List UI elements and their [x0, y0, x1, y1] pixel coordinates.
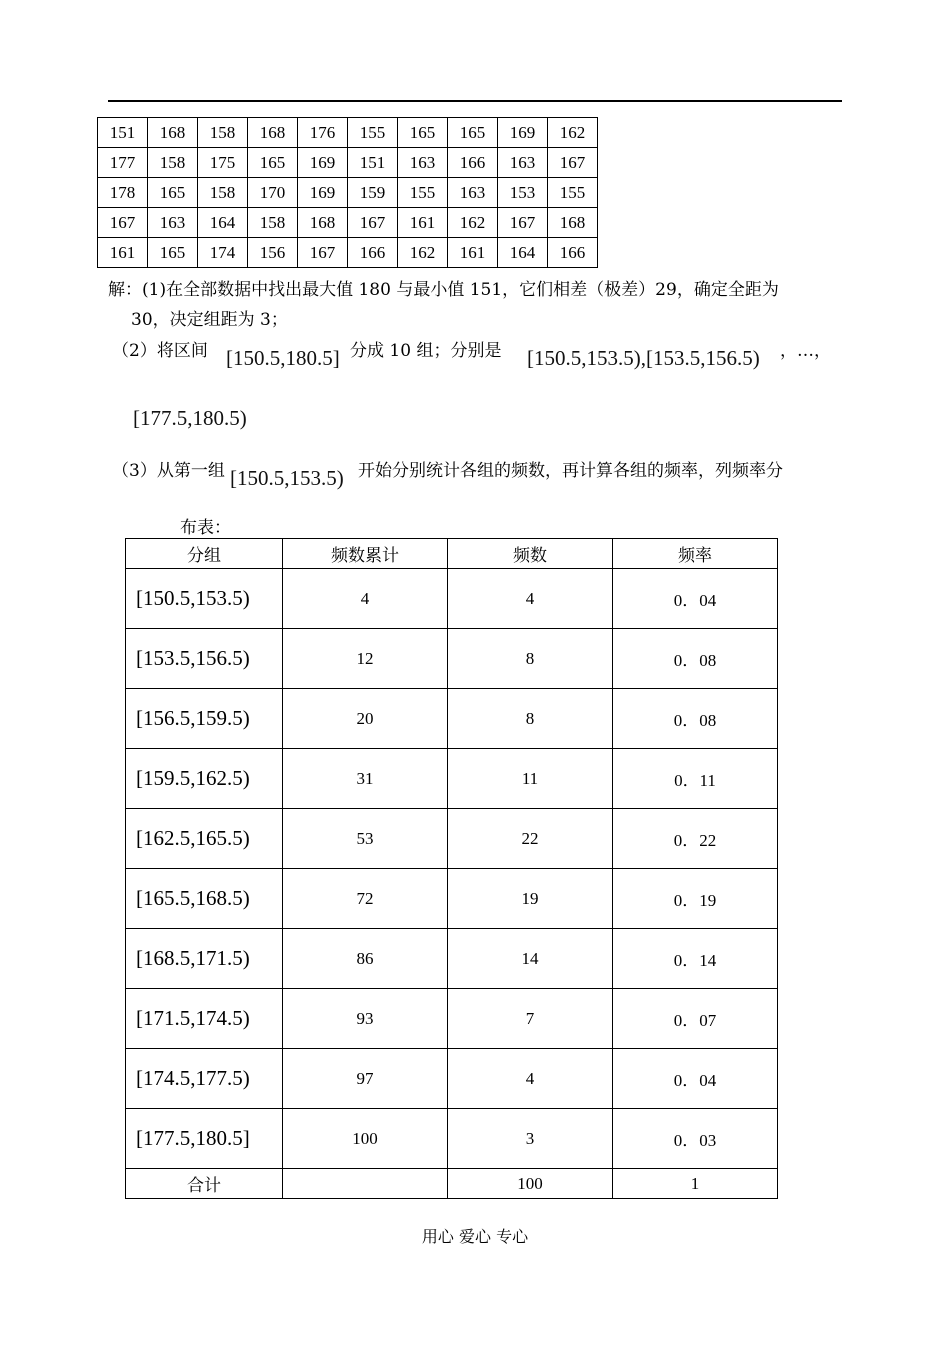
table-cell: 155	[398, 178, 448, 208]
table-row	[98, 238, 598, 268]
table-cell: 163	[148, 208, 198, 238]
cumulative-cell: 12	[283, 629, 448, 689]
table-cell: 166	[348, 238, 398, 268]
table-row	[126, 869, 778, 929]
table-row	[126, 929, 778, 989]
table-cell: 165	[448, 118, 498, 148]
table-cell: 165	[248, 148, 298, 178]
table-header-row	[126, 539, 778, 569]
frequency-cell: 11	[448, 749, 613, 809]
header-rate: 频率	[613, 539, 778, 569]
total-rate: 1	[613, 1169, 778, 1199]
table-row	[98, 148, 598, 178]
group-cell: [162.5,165.5)	[126, 809, 283, 869]
table-cell: 159	[348, 178, 398, 208]
table-cell: 155	[548, 178, 598, 208]
table-cell: 176	[298, 118, 348, 148]
table-cell: 167	[298, 238, 348, 268]
cumulative-cell: 53	[283, 809, 448, 869]
rate-cell: 0．22	[613, 809, 778, 869]
rate-cell: 0．08	[613, 629, 778, 689]
table-row	[126, 989, 778, 1049]
solution-step2-tail: ，…，	[780, 341, 831, 361]
rate-cell: 0．08	[613, 689, 778, 749]
rate-cell: 0．11	[613, 749, 778, 809]
step2-last-interval-math: [177.5,180.5)	[133, 406, 247, 430]
table-cell: 162	[448, 208, 498, 238]
table-cell: 165	[398, 118, 448, 148]
table-total-row	[126, 1169, 778, 1199]
rate-cell: 0．04	[613, 569, 778, 629]
table-cell: 153	[498, 178, 548, 208]
frequency-cell: 3	[448, 1109, 613, 1169]
table-cell: 165	[148, 238, 198, 268]
table-row	[126, 629, 778, 689]
table-cell: 178	[98, 178, 148, 208]
cumulative-cell: 4	[283, 569, 448, 629]
table-cell: 169	[298, 178, 348, 208]
table-cell: 167	[98, 208, 148, 238]
table-cell: 169	[298, 148, 348, 178]
table-cell: 170	[248, 178, 298, 208]
rate-cell: 0．19	[613, 869, 778, 929]
table-cell: 177	[98, 148, 148, 178]
solution-step3-prefix: （3）从第一组	[112, 461, 225, 481]
table-cell: 166	[448, 148, 498, 178]
step2-intervals-math: [150.5,153.5),[153.5,156.5)	[527, 346, 760, 370]
table-cell: 168	[548, 208, 598, 238]
table-row	[126, 689, 778, 749]
solution-step3-rest: 开始分别统计各组的频数，再计算各组的频率，列频率分	[358, 461, 783, 481]
group-cell: [174.5,177.5)	[126, 1049, 283, 1109]
table-cell: 163	[498, 148, 548, 178]
header-rule	[108, 100, 842, 102]
rate-cell: 0．04	[613, 1049, 778, 1109]
group-cell: [168.5,171.5)	[126, 929, 283, 989]
frequency-cell: 14	[448, 929, 613, 989]
group-cell: [165.5,168.5)	[126, 869, 283, 929]
cumulative-cell: 20	[283, 689, 448, 749]
cumulative-cell: 93	[283, 989, 448, 1049]
frequency-cell: 8	[448, 629, 613, 689]
table-cell: 158	[148, 148, 198, 178]
table-cell: 158	[198, 178, 248, 208]
frequency-cell: 4	[448, 1049, 613, 1109]
table-row	[98, 118, 598, 148]
table-cell: 162	[398, 238, 448, 268]
cumulative-cell: 86	[283, 929, 448, 989]
group-cell: [153.5,156.5)	[126, 629, 283, 689]
table-cell: 169	[498, 118, 548, 148]
table-cell: 156	[248, 238, 298, 268]
total-label: 合计	[126, 1169, 283, 1199]
table-cell: 167	[348, 208, 398, 238]
table-cell: 168	[248, 118, 298, 148]
table-cell: 175	[198, 148, 248, 178]
solution-step2-prefix: （2）将区间	[112, 341, 208, 361]
group-cell: [171.5,174.5)	[126, 989, 283, 1049]
table-row	[126, 809, 778, 869]
header-group: 分组	[126, 539, 283, 569]
table-cell: 168	[298, 208, 348, 238]
table-row	[98, 208, 598, 238]
table-cell: 161	[398, 208, 448, 238]
table-cell: 151	[98, 118, 148, 148]
raw-data-table	[97, 117, 598, 268]
table-cell: 164	[198, 208, 248, 238]
group-cell: [177.5,180.5]	[126, 1109, 283, 1169]
table-cell: 162	[548, 118, 598, 148]
table-cell: 168	[148, 118, 198, 148]
frequency-cell: 8	[448, 689, 613, 749]
step2-interval-math: [150.5,180.5]	[226, 346, 340, 370]
frequency-cell: 22	[448, 809, 613, 869]
cumulative-cell: 100	[283, 1109, 448, 1169]
table-row	[126, 1109, 778, 1169]
table-cell: 167	[498, 208, 548, 238]
table-cell: 167	[548, 148, 598, 178]
table-row	[126, 569, 778, 629]
table-cell: 151	[348, 148, 398, 178]
table-cell: 155	[348, 118, 398, 148]
table-row	[98, 178, 598, 208]
cumulative-cell: 97	[283, 1049, 448, 1109]
table-row	[126, 749, 778, 809]
table-cell: 158	[198, 118, 248, 148]
table-cell: 163	[398, 148, 448, 178]
table-cell: 161	[98, 238, 148, 268]
table-cell: 164	[498, 238, 548, 268]
rate-cell: 0．14	[613, 929, 778, 989]
frequency-distribution-table	[125, 538, 778, 1199]
table-cell: 161	[448, 238, 498, 268]
rate-cell: 0．07	[613, 989, 778, 1049]
frequency-cell: 4	[448, 569, 613, 629]
table-cell: 174	[198, 238, 248, 268]
step3-interval-math: [150.5,153.5)	[230, 466, 344, 490]
solution-step1-line2: 30，决定组距为 3；	[131, 310, 288, 330]
group-cell: [156.5,159.5)	[126, 689, 283, 749]
header-cumulative: 频数累计	[283, 539, 448, 569]
cumulative-cell: 72	[283, 869, 448, 929]
frequency-cell: 19	[448, 869, 613, 929]
group-cell: [150.5,153.5)	[126, 569, 283, 629]
table-cell: 158	[248, 208, 298, 238]
table-row	[126, 1049, 778, 1109]
solution-step2-mid: 分成 10 组；分别是	[350, 341, 502, 361]
solution-step3-line2: 布表：	[180, 518, 231, 538]
frequency-cell: 7	[448, 989, 613, 1049]
table-cell: 165	[148, 178, 198, 208]
table-cell: 163	[448, 178, 498, 208]
table-cell: 166	[548, 238, 598, 268]
cumulative-cell: 31	[283, 749, 448, 809]
solution-step1-line1: 解：(1)在全部数据中找出最大值 180 与最小值 151，它们相差（极差）29，确定全距为	[108, 280, 779, 300]
total-frequency: 100	[448, 1169, 613, 1199]
rate-cell: 0．03	[613, 1109, 778, 1169]
page-footer: 用心 爱心 专心	[421, 1227, 529, 1246]
header-frequency: 频数	[448, 539, 613, 569]
total-cumulative	[283, 1169, 448, 1199]
group-cell: [159.5,162.5)	[126, 749, 283, 809]
